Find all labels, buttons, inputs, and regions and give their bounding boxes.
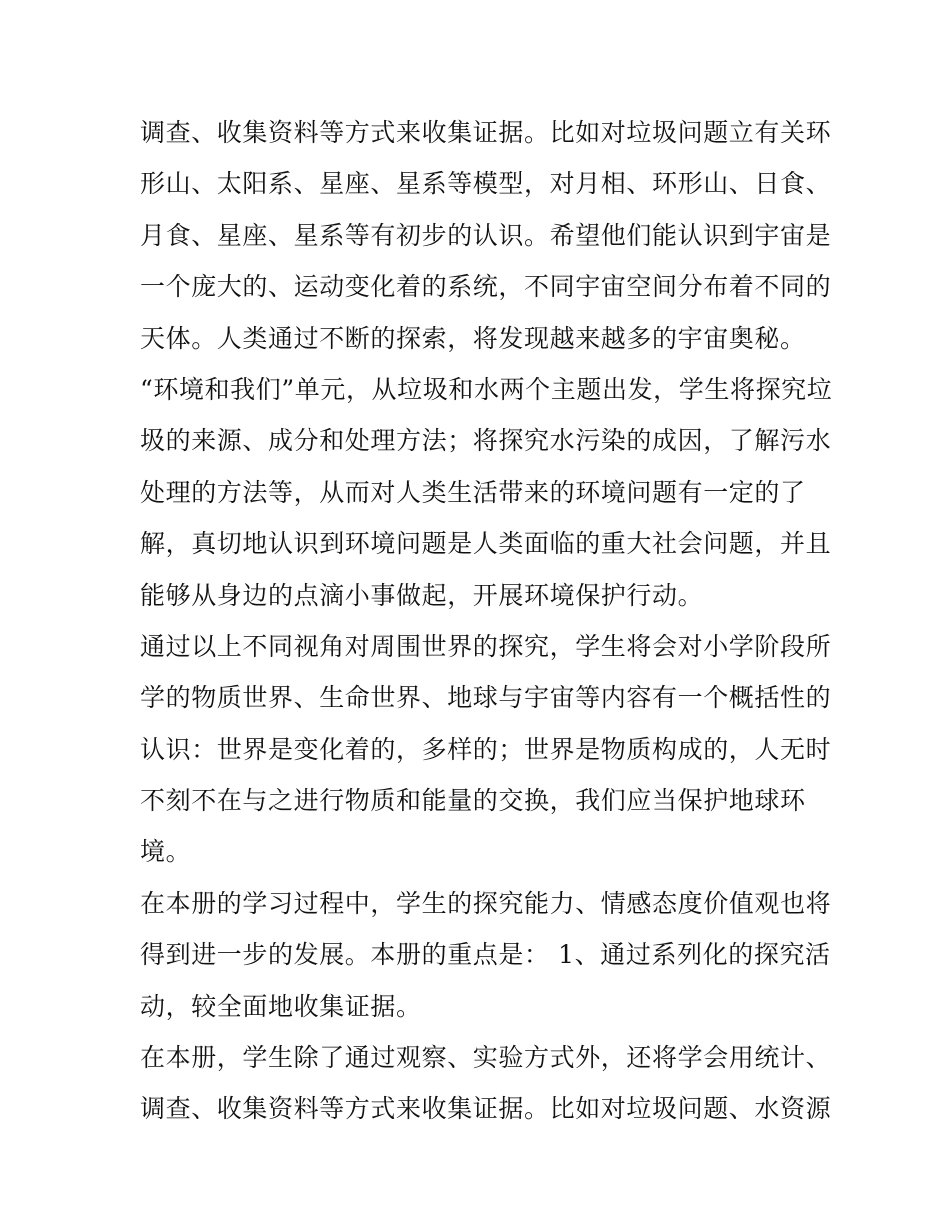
text-line: 能够从身边的点滴小事做起，开展环境保护行动。 — [140, 580, 704, 610]
text-line: 解，真切地认识到环境问题是人类面临的重大社会问题，并且 — [140, 529, 832, 559]
text-line: 动，较全面地收集证据。 — [140, 991, 422, 1021]
text-line: 通过以上不同视角对周围世界的探究，学生将会对小学阶段所 — [140, 631, 832, 661]
text-line: 调查、收集资料等方式来收集证据。比如对垃圾问题、水资源 — [140, 1094, 832, 1124]
text-line: “环境和我们”单元，从垃圾和水两个主题出发，学生将探究垃 — [140, 374, 833, 404]
text-line: 得到进一步的发展。本册的重点是： 1、通过系列化的探究活 — [140, 940, 831, 970]
text-line: 一个庞大的、运动变化着的系统，不同宇宙空间分布着不同的 — [140, 272, 832, 302]
text-line: 不刻不在与之进行物质和能量的交换，我们应当保护地球环 — [140, 786, 806, 816]
text-line: 月食、星座、星系等有初步的认识。希望他们能认识到宇宙是 — [140, 220, 832, 250]
document-body — [140, 107, 833, 1135]
text-line: 调查、收集资料等方式来收集证据。比如对垃圾问题立有关环 — [140, 118, 832, 147]
text-line: 认识：世界是变化着的，多样的；世界是物质构成的，人无时 — [140, 734, 832, 764]
text-line: 天体。人类通过不断的探索，将发现越来越多的宇宙奥秘。 — [140, 323, 806, 353]
text-line: 在本册的学习过程中，学生的探究能力、情感态度价值观也将 — [140, 888, 832, 918]
text-line: 处理的方法等，从而对人类生活带来的环境问题有一定的了 — [140, 477, 806, 507]
text-line: 学的物质世界、生命世界、地球与宇宙等内容有一个概括性的 — [140, 683, 832, 713]
text-line: 在本册，学生除了通过观察、实验方式外，还将学会用统计、 — [140, 1043, 832, 1073]
text-line: 圾的来源、成分和处理方法；将探究水污染的成因，了解污水 — [140, 426, 832, 456]
text-line: 境。 — [140, 837, 192, 867]
text-line: 形山、太阳系、星座、星系等模型，对月相、环形山、日食、 — [140, 169, 832, 199]
